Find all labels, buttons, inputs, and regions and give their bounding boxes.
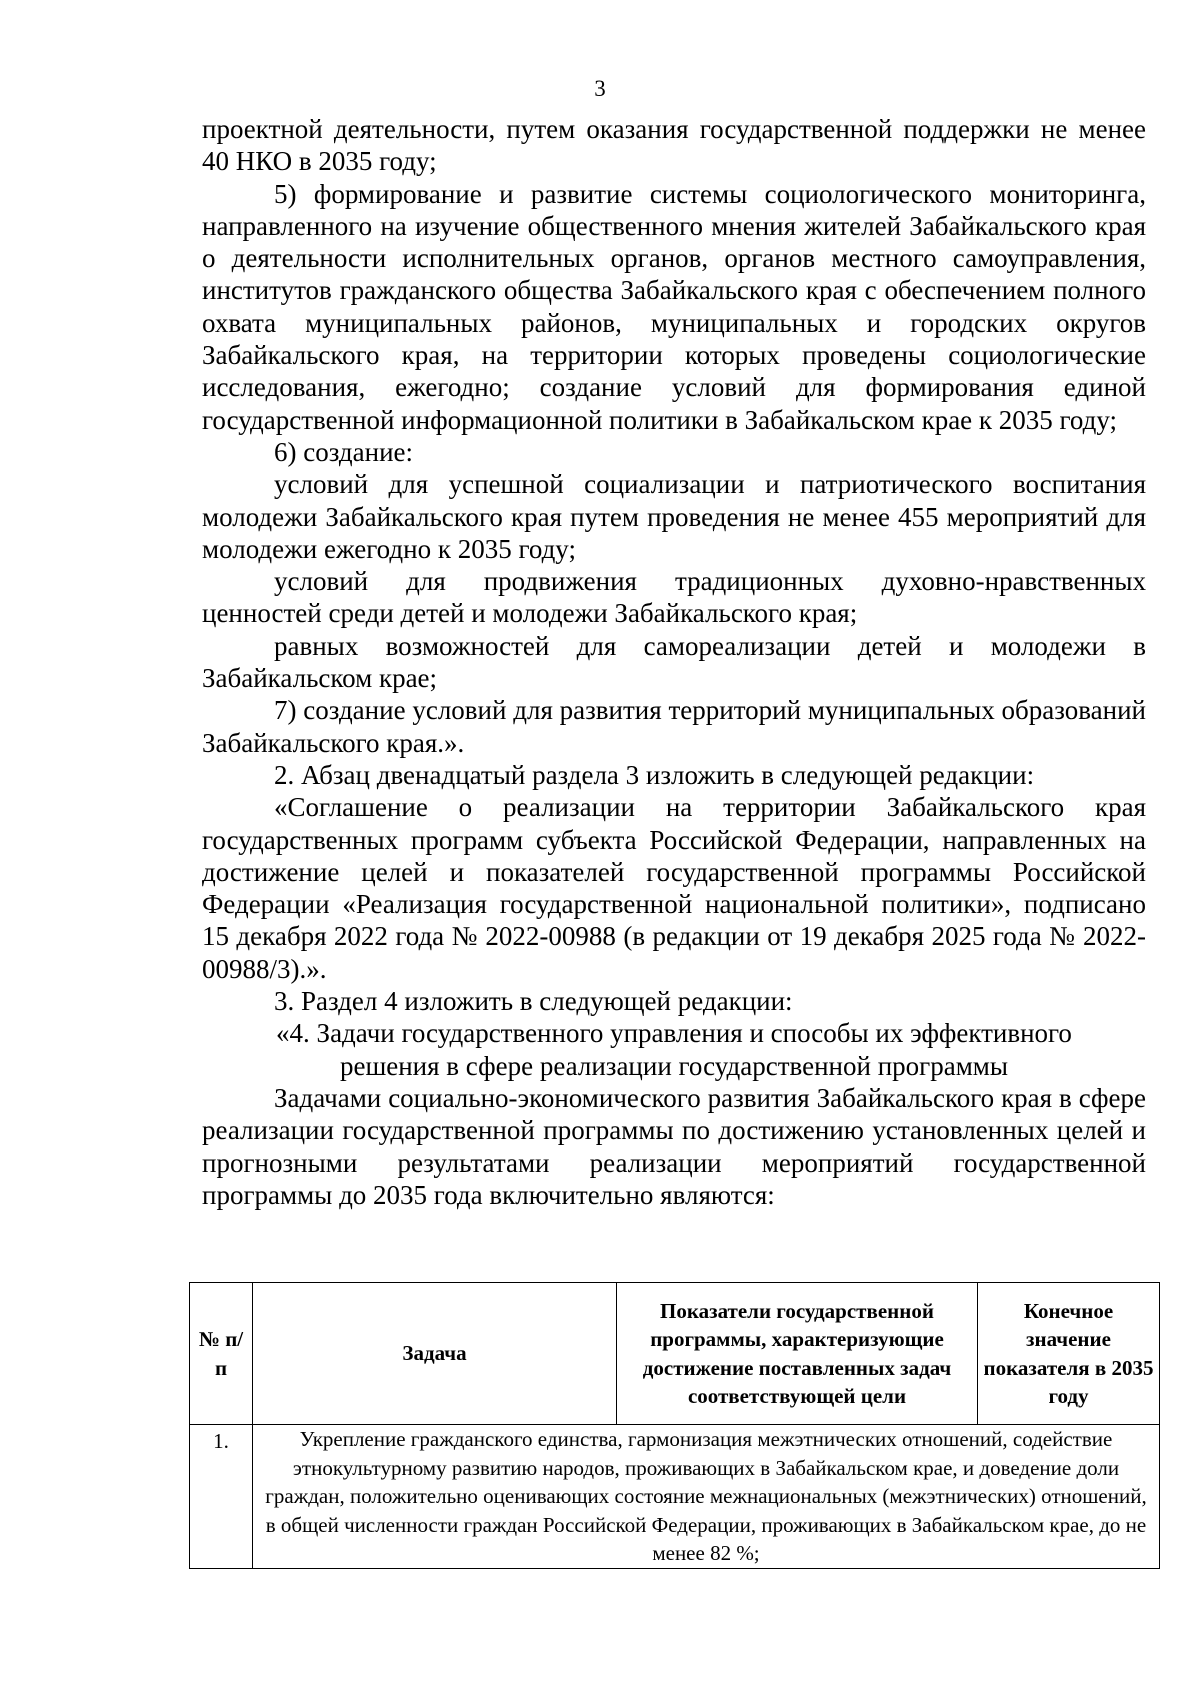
section-heading-line: «4. Задачи государственного управления и способы их эффективного	[276, 1018, 1072, 1049]
paragraph: 7) создание условий для развития территорий муниципальных образований Забайкальского края.».	[202, 695, 1146, 758]
document-body	[202, 113, 1146, 1211]
section-heading-line: решения в сфере реализации государственной программы	[339, 1050, 1009, 1081]
tasks-table	[189, 1282, 1160, 1569]
paragraph: «Соглашение о реализации на территории Забайкальского края государственных программ субъекта Российской Федерации, направленных на достижение целей и показателей государственной программы Российской Федерации «Реализация государственной национальной политики», подписано 15 декабря 2022 года № 2022-00988 (в редакции от 19 декабря 2025 года № 2022-00988/3).».	[202, 792, 1146, 984]
header-num: № п/п	[190, 1283, 253, 1425]
paragraph: проектной деятельности, путем оказания государственной поддержки не менее 40 НКО в 2035 году;	[202, 114, 1146, 177]
paragraph: 5) формирование и развитие системы социологического мониторинга, направленного на изучение общественного мнения жителей Забайкальского края о деятельности исполнительных органов, органов местного самоуправления, институтов гражданского общества Забайкальского края с обеспечением полного охвата муниципальных районов, муниципальных и городских округов Забайкальского края, на территории которых проведены социологические исследования, ежегодно; создание условий для формирования единой государственной информационной политики в Забайкальском крае к 2035 году;	[202, 178, 1146, 435]
paragraph: условий для продвижения традиционных духовно-нравственных ценностей среди детей и молодежи Забайкальского края;	[202, 566, 1146, 629]
row-task: Укрепление гражданского единства, гармонизация межэтнических отношений, содействие этнокультурному развитию народов, проживающих в Забайкальском крае, и доведение доли граждан, положительно оценивающих состояние межнациональных (межэтнических) отношений, в общей численности граждан Российской Федерации, проживающих в Забайкальском крае, до не менее 82 %;	[253, 1425, 1160, 1569]
header-task: Задача	[253, 1283, 617, 1425]
intro-paragraph: Задачами социально-экономического развития Забайкальского края в сфере реализации государственной программы по достижению установленных целей и прогнозными результатами реализации мероприятий государственной программы до 2035 года включительно являются:	[202, 1082, 1146, 1210]
table-row	[190, 1425, 1160, 1569]
paragraph: равных возможностей для самореализации детей и молодежи в Забайкальском крае;	[202, 630, 1146, 694]
paragraph: условий для успешной социализации и патриотического воспитания молодежи Забайкальского края путем проведения не менее 455 мероприятий для молодежи ежегодно к 2035 году;	[202, 469, 1146, 564]
header-indicators: Показатели государственной программы, характеризующие достижение поставленных задач соответствующей цели	[617, 1283, 978, 1425]
row-num: 1.	[190, 1425, 253, 1569]
header-final-value: Конечное значение показателя в 2035 году	[978, 1283, 1160, 1425]
paragraph: 6) создание:	[274, 436, 414, 467]
paragraph: 3. Раздел 4 изложить в следующей редакции:	[274, 986, 793, 1017]
paragraph: 2. Абзац двенадцатый раздела 3 изложить в следующей редакции:	[274, 759, 1035, 790]
table-header-row	[190, 1283, 1160, 1425]
page-number: 3	[594, 76, 606, 101]
